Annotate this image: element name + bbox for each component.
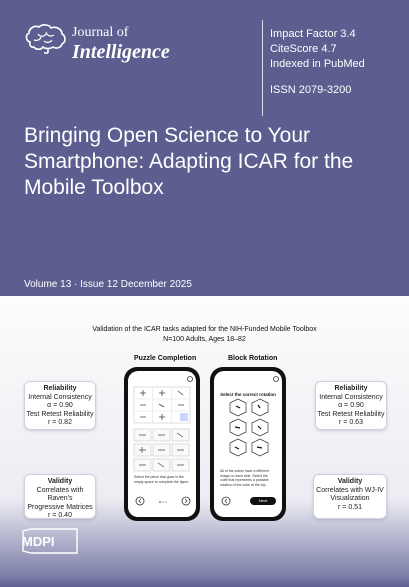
card-line: Visualization <box>330 495 370 502</box>
right-reliability-card <box>315 381 387 430</box>
puzzle-instructions: Select the piece that goes in the empty space to complete the figure. <box>134 475 190 484</box>
card-line: α = 0.90 <box>47 402 73 409</box>
impact-factor: Impact Factor 3.4 <box>270 28 356 40</box>
card-line: Internal Consistency <box>28 393 92 401</box>
block-screen <box>214 371 282 517</box>
figure-subtitle: N=100 Adults, Ages 18–82 <box>163 336 246 343</box>
card-line: Test Retest Reliability <box>317 410 385 418</box>
block-prompt: Select the correct rotation <box>220 392 276 397</box>
article-title: Bringing Open Science to Your Smartphone: Adapting ICAR for the Mobile Toolbox <box>24 124 354 199</box>
card-line: r = 0.40 <box>48 512 72 519</box>
right-validity-card <box>313 474 387 519</box>
puzzle-grid-icon <box>128 371 196 517</box>
journal-metrics <box>270 27 365 98</box>
card-line: r = 0.63 <box>339 419 363 426</box>
card-line: Progressive Matrices <box>27 503 93 511</box>
card-line: r = 0.51 <box>338 503 362 511</box>
issue-info: Volume 13 · Issue 12 December 2025 <box>24 279 192 290</box>
brain-logo-icon <box>24 24 68 54</box>
puzzle-label: Puzzle Completion <box>134 355 197 362</box>
card-heading: Validity <box>337 478 363 485</box>
card-line: α = 0.90 <box>338 402 364 409</box>
phone-puzzle <box>124 367 200 521</box>
card-line: r = 0.82 <box>48 419 72 426</box>
phone-block <box>210 367 286 521</box>
journal-line1: Journal of <box>72 25 129 40</box>
card-heading: Reliability <box>43 385 77 392</box>
block-instructions: All of the cubes have a different image on each side. Select the cube that represents a possible rotation of the cube at the top. <box>220 469 269 487</box>
block-label: Block Rotation <box>228 355 278 362</box>
card-heading: Validity <box>47 478 73 485</box>
card-line: Correlates with Raven's <box>36 486 84 502</box>
indexed-in: Indexed in PubMed <box>270 58 365 70</box>
divider <box>262 20 263 116</box>
left-reliability-card <box>24 381 96 430</box>
figure-title: Validation of the ICAR tasks adapted for the NIH-Funded Mobile Toolbox <box>92 326 317 333</box>
journal-line2: Intelligence <box>72 41 170 63</box>
publisher-logo: MDPI <box>22 534 55 549</box>
next-button[interactable]: Next <box>258 498 268 503</box>
card-heading: Reliability <box>334 385 368 392</box>
left-validity-card <box>24 474 96 519</box>
card-line: Test Retest Reliability <box>26 410 94 418</box>
citescore: CiteScore 4.7 <box>270 43 337 55</box>
puzzle-screen <box>128 371 196 517</box>
card-line: Correlates with WJ-IV <box>316 486 384 494</box>
issn: ISSN 2079-3200 <box>270 84 352 96</box>
card-line: Internal Consistency <box>319 393 383 401</box>
journal-name <box>72 26 170 62</box>
